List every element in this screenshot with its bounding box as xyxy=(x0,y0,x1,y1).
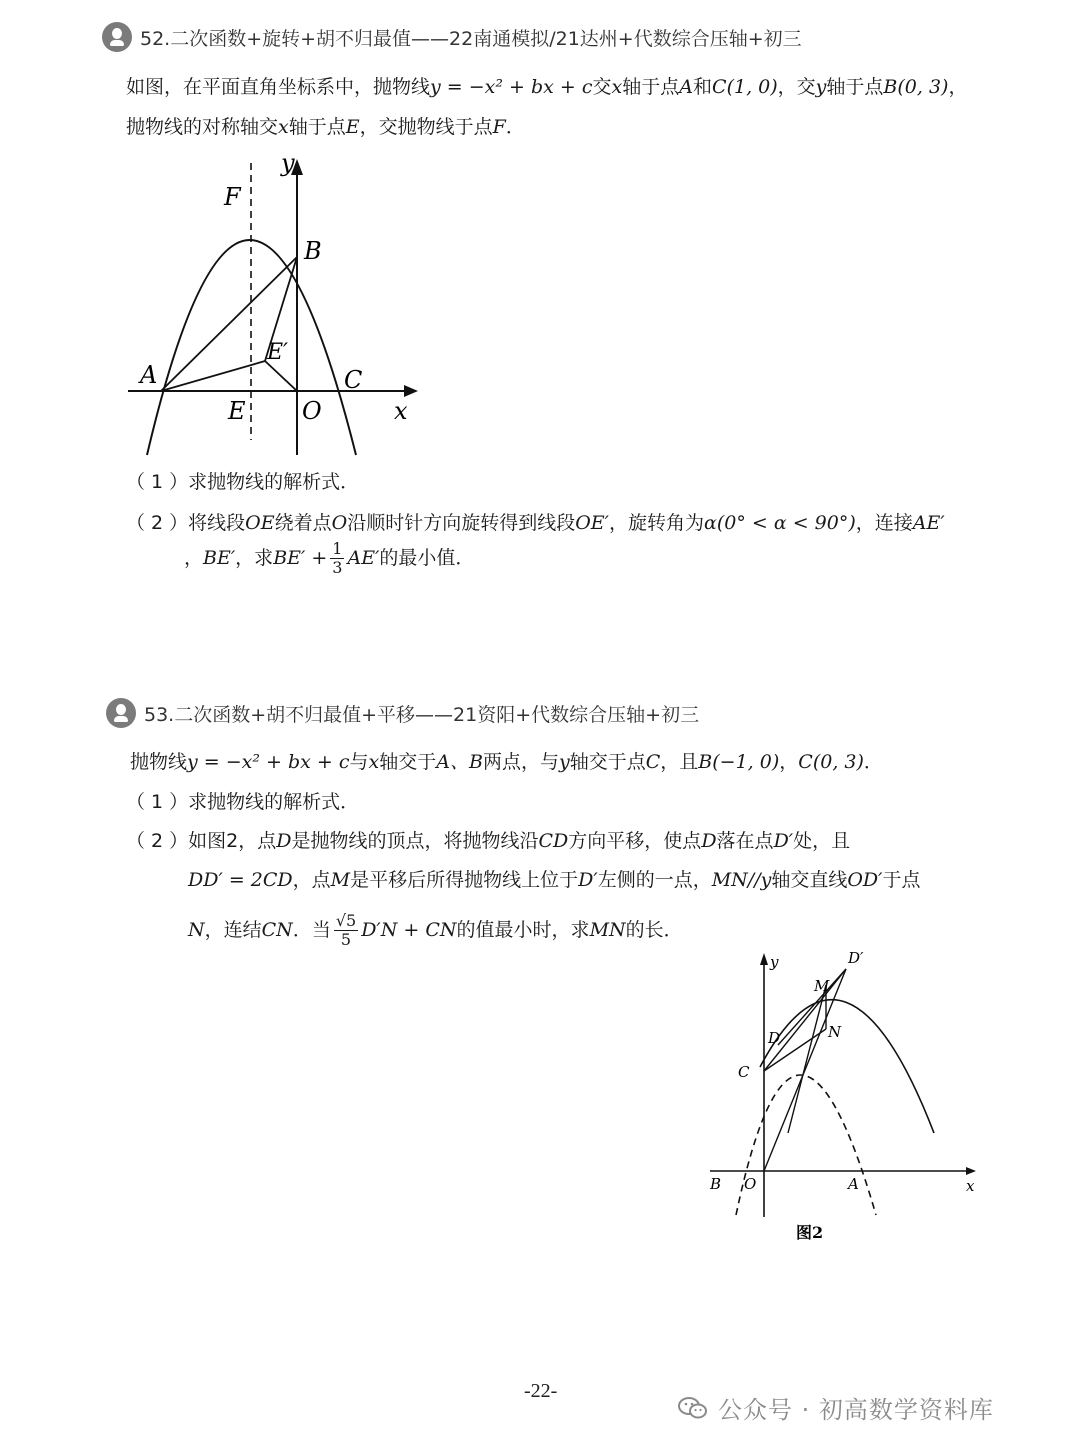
problem-53-title: 53.二次函数+胡不归最值+平移——21资阳+代数综合压轴+初三 xyxy=(144,703,700,726)
problem-52-heading xyxy=(102,22,802,52)
bulb-badge-icon xyxy=(102,22,132,52)
label-B: B xyxy=(710,1175,722,1193)
label-A: A xyxy=(848,1175,859,1193)
label-y: y xyxy=(281,149,295,177)
fraction-one-third: $\frac{1}{3}$ xyxy=(332,539,343,577)
problem-53-heading xyxy=(106,698,699,728)
problem-52-title: 52.二次函数+旋转+胡不归最值——22南通模拟/21达州+代数综合压轴+初三 xyxy=(140,27,802,50)
line-OD-prime xyxy=(764,969,846,1171)
problem-53-intro: 抛物线y = −x² + bx + c与x轴交于A、B两点，与y轴交于点C，且B(−1, 0)，C(0, 3)． xyxy=(130,751,883,773)
line-CD-prime xyxy=(764,969,846,1071)
label-C: C xyxy=(344,366,363,394)
problem-53-question-2-line-2: DD′ = 2CD，点M是平移后所得抛物线上位于D′左侧的一点，MN//y轴交直线OD′于点 xyxy=(188,869,921,891)
fraction-sqrt5-over-5: $\frac{√5}{5}$ xyxy=(335,911,357,949)
label-N: N xyxy=(828,1023,842,1041)
label-F: F xyxy=(224,183,241,211)
problem-52-question-2-line-1: （ 2 ）将线段OE绕着点O沿顺时针方向旋转得到线段OE′，旋转角为α(0° < α < 90°)，连接AE′ xyxy=(126,512,945,534)
label-D: D xyxy=(768,1029,781,1047)
page-number: -22- xyxy=(524,1380,558,1402)
label-O: O xyxy=(744,1175,757,1193)
label-x: x xyxy=(394,397,408,425)
figure-caption: 图2 xyxy=(796,1223,824,1242)
problem-52-intro-line-2: 抛物线的对称轴交x轴于点E，交抛物线于点F． xyxy=(126,116,525,138)
problem-53-figure xyxy=(700,945,990,1245)
label-E-prime: E′ xyxy=(267,340,289,365)
label-D-prime: D′ xyxy=(848,949,864,967)
problem-53-question-1: （ 1 ）求抛物线的解析式． xyxy=(126,791,360,813)
problem-53-question-2-line-3: N，连结CN．当 $\frac{√5}{5}$ D′N + CN的值最小时，求MN的长． xyxy=(188,911,683,949)
label-x: x xyxy=(966,1177,975,1195)
label-B: B xyxy=(304,237,322,265)
problem-53-question-2-line-1: （ 2 ）如图2，点D是抛物线的顶点，将抛物线沿CD方向平移，使点D落在点D′处，且 xyxy=(126,830,851,852)
label-M: M xyxy=(814,977,830,995)
x-axis-arrow xyxy=(966,1167,976,1175)
translated-parabola xyxy=(760,1000,934,1133)
label-C: C xyxy=(738,1063,750,1081)
label-E: E xyxy=(228,397,246,425)
bulb-badge-icon xyxy=(106,698,136,728)
label-y: y xyxy=(770,953,779,971)
problem-52-question-2-line-2: ，BE′，求BE′ + $\frac{1}{3}$ AE′的最小值． xyxy=(184,539,475,577)
problem-52-question-1: （ 1 ）求抛物线的解析式． xyxy=(126,471,360,493)
segment-OE-prime xyxy=(265,361,297,391)
watermark-text: 公众号 · 初高数学资料库 xyxy=(718,1396,994,1424)
label-A: A xyxy=(140,361,158,389)
y-axis-arrow xyxy=(760,953,768,965)
wechat-icon xyxy=(678,1396,708,1420)
problem-52-figure xyxy=(120,145,420,465)
original-parabola xyxy=(736,1075,876,1215)
watermark xyxy=(678,1390,994,1425)
label-O: O xyxy=(302,397,322,425)
problem-52-intro-line-1: 如图，在平面直角坐标系中，抛物线y = −x² + bx + c交x轴于点A和C(1, 0)，交y轴于点B(0, 3)， xyxy=(126,76,968,98)
x-axis-arrow xyxy=(404,385,418,397)
